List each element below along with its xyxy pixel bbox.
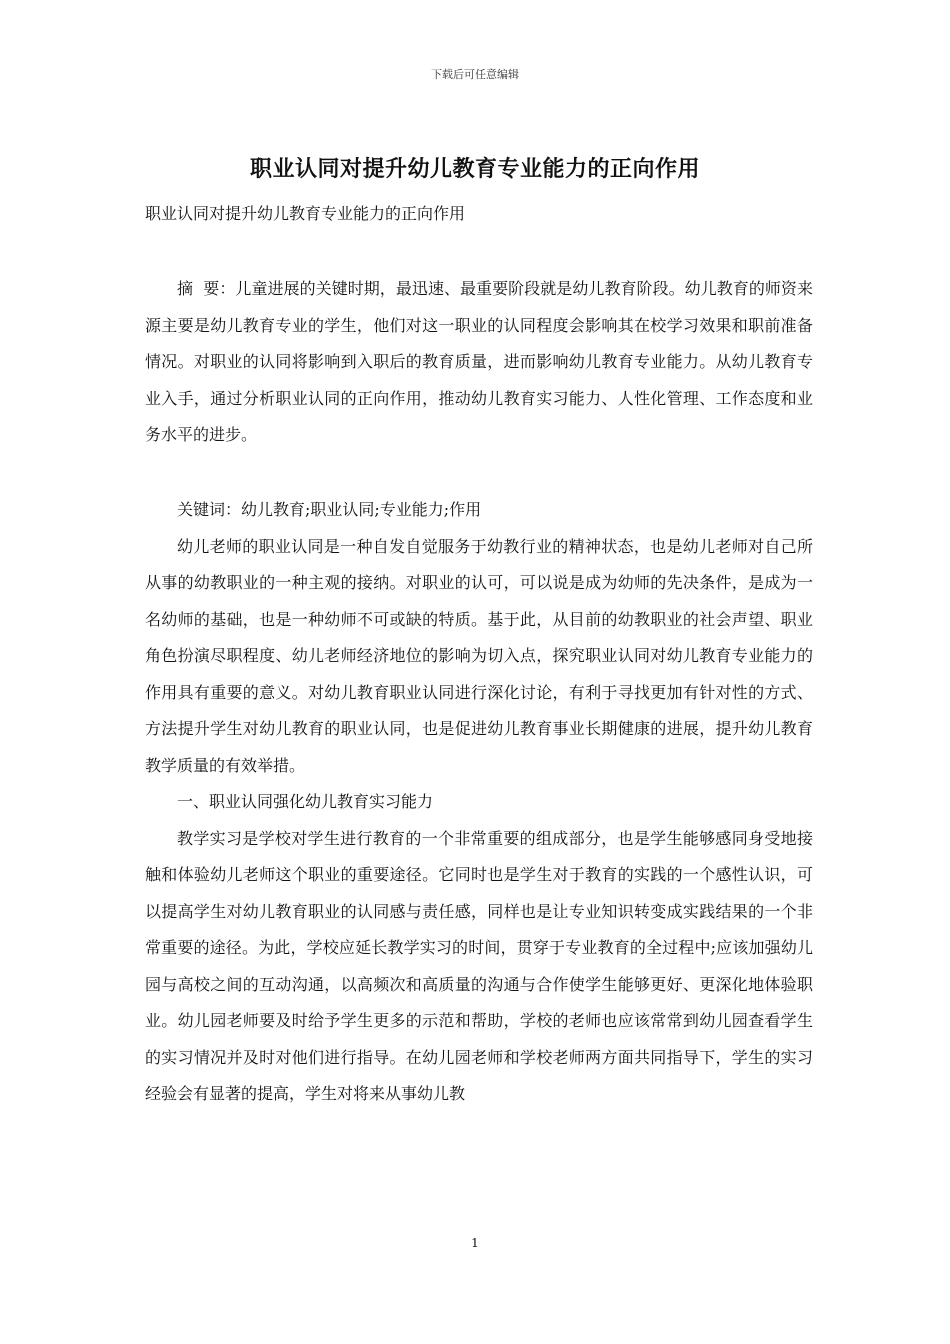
document-subtitle: 职业认同对提升幼儿教育专业能力的正向作用 bbox=[145, 204, 466, 223]
abstract-label: 摘 要： bbox=[177, 279, 236, 298]
abstract-section bbox=[145, 271, 813, 454]
keywords-line: 关键词：幼儿教育;职业认同;专业能力;作用 bbox=[177, 500, 482, 519]
page-number: 1 bbox=[471, 1236, 479, 1250]
page-header-note: 下载后可任意编辑 bbox=[431, 68, 519, 81]
main-body bbox=[145, 492, 813, 1113]
abstract-paragraph bbox=[145, 271, 813, 454]
section-heading-1: 一、职业认同强化幼儿教育实习能力 bbox=[177, 792, 434, 811]
body-paragraph-section-1: 教学实习是学校对学生进行教育的一个非常重要的组成部分，也是学生能够感同身受地接触和体验幼儿老师这个职业的重要途径。它同时也是学生对于教育的实践的一个感性认识，可以提高学生对幼儿教育职业的认同感与责任感，同样也是让专业知识转变成实践结果的一个非常重要的途径。为此，学校应延长教学实习的时间，贯穿于专业教育的全过程中;应该加强幼儿园与高校之间的互动沟通，以高频次和高质量的沟通与合作使学生能够更好、更深化地体验职业。幼儿园老师要及时给予学生更多的示范和帮助，学校的老师也应该常常到幼儿园查看学生的实习情况并及时对他们进行指导。在幼儿园老师和学校老师两方面共同指导下，学生的实习经验会有显著的提高，学生对将来从事幼儿教 bbox=[145, 828, 813, 1103]
document-title: 职业认同对提升幼儿教育专业能力的正向作用 bbox=[249, 156, 700, 182]
body-paragraph-intro: 幼儿老师的职业认同是一种自发自觉服务于幼教行业的精神状态，也是幼儿老师对自己所从事的幼教职业的一种主观的接纳。对职业的认可，可以说是成为幼师的先决条件，是成为一名幼师的基础，也是一种幼师不可或缺的特质。基于此，从目前的幼教职业的社会声望、职业角色扮演尽职程度、幼儿老师经济地位的影响为切入点，探究职业认同对幼儿教育专业能力的作用具有重要的意义。对幼儿教育职业认同进行深化讨论，有利于寻找更加有针对性的方式、方法提升学生对幼儿教育的职业认同，也是促进幼儿教育事业长期健康的进展，提升幼儿教育教学质量的有效举措。 bbox=[145, 536, 813, 775]
abstract-text: 儿童进展的关键时期，最迅速、最重要阶段就是幼儿教育阶段。幼儿教育的师资来源主要是幼儿教育专业的学生，他们对这一职业的认同程度会影响其在校学习效果和职前准备情况。对职业的认同将影响到入职后的教育质量，进而影响幼儿教育专业能力。从幼儿教育专业入手，通过分析职业认同的正向作用，推动幼儿教育实习能力、人性化管理、工作态度和业务水平的进步。 bbox=[145, 279, 813, 444]
